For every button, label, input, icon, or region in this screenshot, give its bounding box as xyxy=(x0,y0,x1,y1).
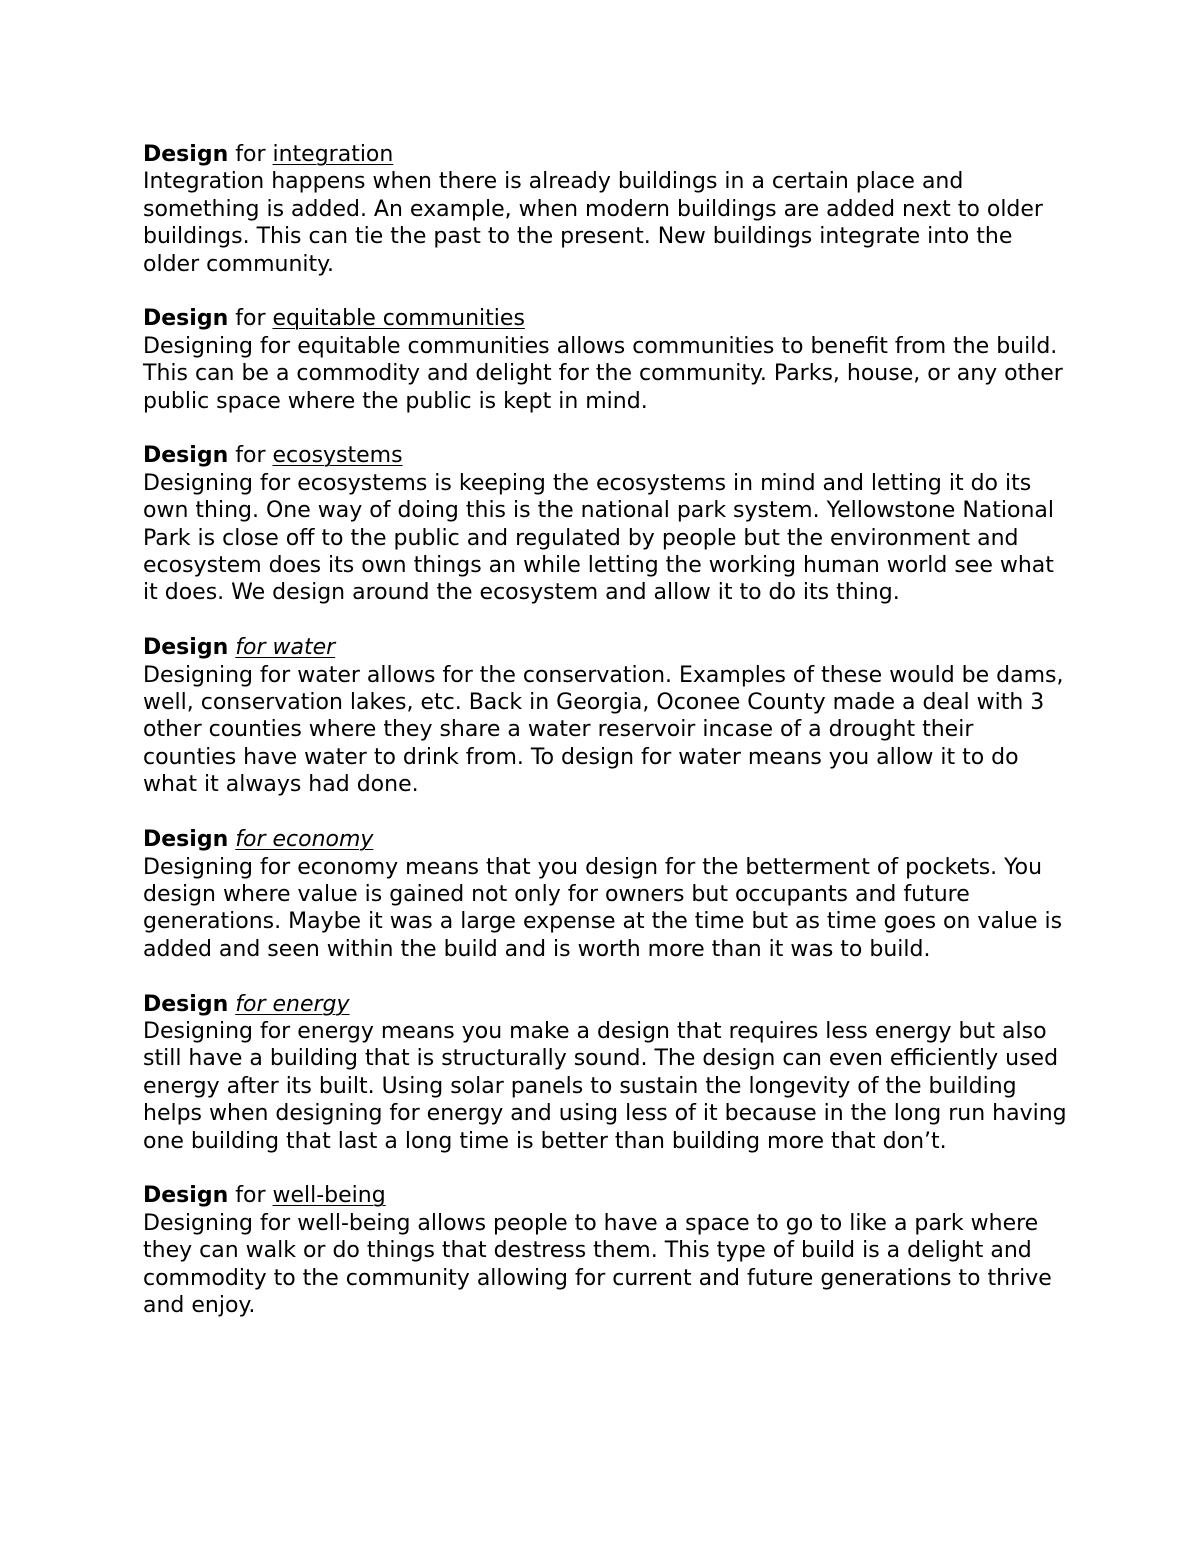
heading-topic: for energy xyxy=(235,991,350,1017)
heading-connector: for xyxy=(235,306,266,332)
heading-topic: integration xyxy=(272,142,394,167)
section-paragraph: Designing for equitable communities allows communities to benefit from the build. This can be a commodity and delight for the community. Parks, house, or any other public space where the public is kept in mind. xyxy=(143,333,1063,414)
heading-keyword: Design xyxy=(143,635,229,661)
section-energy xyxy=(143,991,1073,1155)
heading-topic: equitable communities xyxy=(272,306,525,332)
section-paragraph: Integration happens when there is already buildings in a certain place and something is added. An example, when modern buildings are added next to older buildings. This can tie the past to the present. New buildings integrate into the older community. xyxy=(143,169,1043,277)
heading-keyword: Design xyxy=(143,306,229,332)
heading-keyword: Design xyxy=(143,991,229,1017)
section-integration xyxy=(143,141,1073,278)
heading-topic: for water xyxy=(235,635,336,661)
section-heading xyxy=(143,141,1073,168)
section-heading xyxy=(143,991,1073,1018)
heading-connector: for xyxy=(235,443,266,469)
heading-connector: for xyxy=(235,142,266,167)
section-well-being xyxy=(143,1182,1073,1319)
section-paragraph: Designing for energy means you make a design that requires less energy but also still have a building that is structurally sound. The design can even efficiently used energy after its built. Using solar panels to sustain the longevity of the building helps when designing for energy and using less of it because in the long run having one building that last a long time is better than building more that don’t. xyxy=(143,1018,1067,1154)
heading-topic: for economy xyxy=(235,827,374,853)
section-paragraph: Designing for ecosystems is keeping the ecosystems in mind and letting it do its own thing. One way of doing this is the national park system. Yellowstone National Park is close off to the public and regulated by people but the environment and ecosystem does its own things an while letting the working human world see what it does. We design around the ecosystem and allow it to do its thing. xyxy=(143,470,1055,606)
section-ecosystems xyxy=(143,442,1073,606)
heading-keyword: Design xyxy=(143,443,229,469)
section-paragraph: Designing for economy means that you design for the betterment of pockets. You design where value is gained not only for owners but occupants and future generations. Maybe it was a large expense at the time but as time goes on value is added and seen within the build and is worth more than it was to build. xyxy=(143,854,1063,962)
section-paragraph: Designing for water allows for the conservation. Examples of these would be dams, well, conservation lakes, etc. Back in Georgia, Oconee County made a deal with 3 other counties where they share a water reservoir incase of a drought their counties have water to drink from. To design for water means you allow it to do what it always had done. xyxy=(143,662,1064,798)
document-body xyxy=(143,141,1073,1347)
heading-keyword: Design xyxy=(143,1183,229,1209)
section-heading xyxy=(143,442,1073,469)
section-heading xyxy=(143,305,1073,332)
heading-keyword: Design xyxy=(143,142,229,167)
section-heading xyxy=(143,634,1073,661)
heading-keyword: Design xyxy=(143,827,229,853)
section-heading xyxy=(143,826,1073,853)
heading-connector: for xyxy=(235,1183,266,1209)
heading-topic: ecosystems xyxy=(272,443,403,469)
section-equitable-communities xyxy=(143,305,1073,415)
section-economy xyxy=(143,826,1073,963)
section-water xyxy=(143,634,1073,798)
section-paragraph: Designing for well-being allows people to have a space to go to like a park where they can walk or do things that destress them. This type of build is a delight and commodity to the community allowing for current and future generations to thrive and enjoy. xyxy=(143,1210,1052,1318)
section-heading xyxy=(143,1182,1073,1209)
heading-topic: well-being xyxy=(272,1183,386,1209)
